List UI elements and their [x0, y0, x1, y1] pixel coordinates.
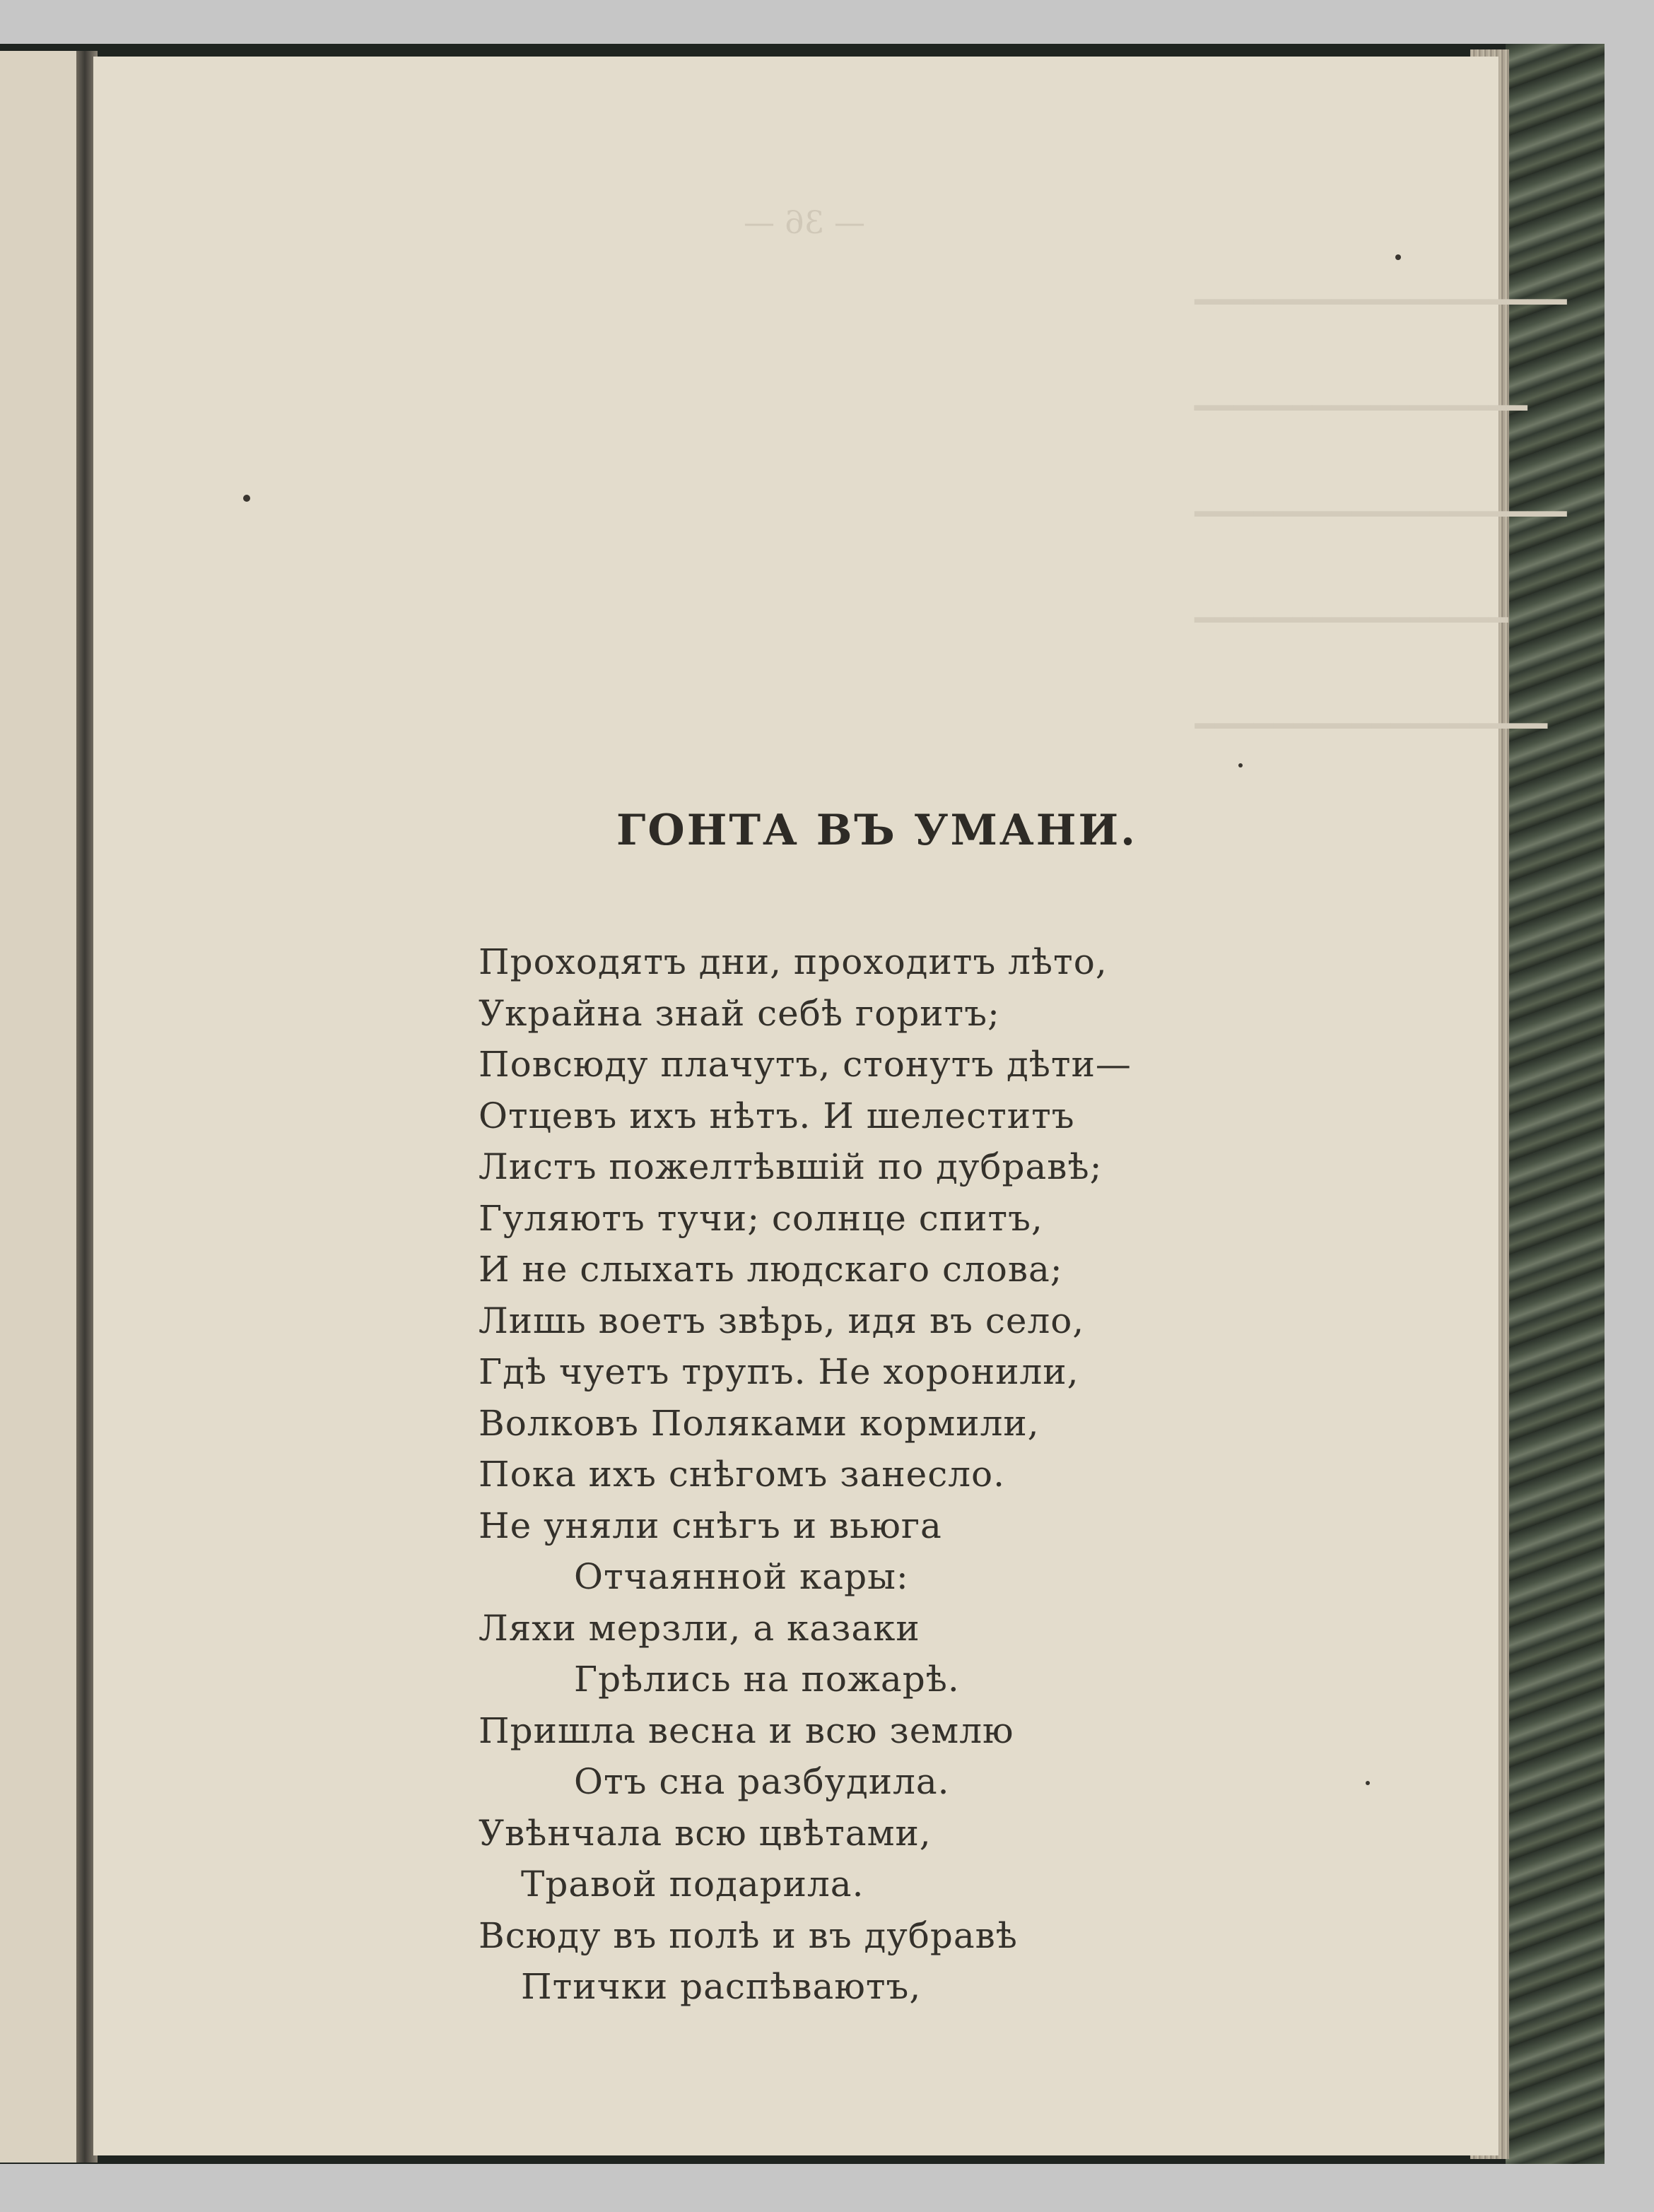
poem-line: Ляхи мерзли, а казаки	[479, 1607, 920, 1649]
poem-line: Увѣнчала всю цвѣтами,	[479, 1812, 932, 1854]
show-through: — 36 — ━━━━━━━━━━━━━━━━━━━ ━━━━━━━━━━━━━━━━━ ━━━━━━━━━━━━━━━━━━━ ━━━━━━━━━━━━━━━━ ━━━━━━━━━━━━━━━━━━	[744, 205, 1567, 745]
poem-line: Отъ сна разбудила.	[574, 1761, 950, 1802]
poem-body	[479, 936, 1132, 2013]
poem-line: Повсюду плачутъ, стонутъ дѣти—	[479, 1044, 1132, 1085]
poem-line: Гуляютъ тучи; солнце спитъ,	[479, 1197, 1043, 1239]
paper-speck	[1395, 254, 1401, 260]
poem-title: ГОНТА ВЪ УМАНИ.	[616, 806, 1138, 855]
poem-line: Лишь воетъ звѣрь, идя въ село,	[479, 1300, 1085, 1341]
book-cover-marbled	[1506, 44, 1605, 2164]
poem-line: Украйна знай себѣ горитъ;	[479, 992, 1000, 1034]
poem-line: Не уняли снѣгъ и вьюга	[479, 1505, 942, 1546]
poem-line: Проходятъ дни, проходитъ лѣто,	[479, 941, 1108, 982]
paper-speck	[243, 495, 250, 502]
poem-line: Гдѣ чуетъ трупъ. Не хоронили,	[479, 1351, 1079, 1392]
paper-speck	[1366, 1781, 1370, 1785]
poem-line: Волковъ Поляками кормили,	[479, 1402, 1040, 1444]
poem-line: Пришла весна и всю землю	[479, 1710, 1014, 1751]
left-page	[0, 51, 83, 2163]
poem-line: Грѣлись на пожарѣ.	[574, 1659, 960, 1700]
poem-line: Птички распѣваютъ,	[521, 1966, 922, 2007]
poem-line: Листъ пожелтѣвшій по дубравѣ;	[479, 1146, 1103, 1187]
poem-line: И не слыхать людскаго слова;	[479, 1249, 1063, 1290]
book-page	[93, 57, 1567, 2155]
poem-line: Отцевъ ихъ нѣтъ. И шелеститъ	[479, 1095, 1075, 1136]
poem-line: Отчаянной кары:	[574, 1556, 909, 1597]
paper-speck	[1238, 763, 1243, 767]
poem-line: Всюду въ полѣ и въ дубравѣ	[479, 1914, 1018, 1956]
poem-line: Пока ихъ снѣгомъ занесло.	[479, 1454, 1006, 1495]
show-through-mark: — 36 —	[744, 205, 865, 241]
poem-line: Травой подарила.	[521, 1864, 864, 1905]
